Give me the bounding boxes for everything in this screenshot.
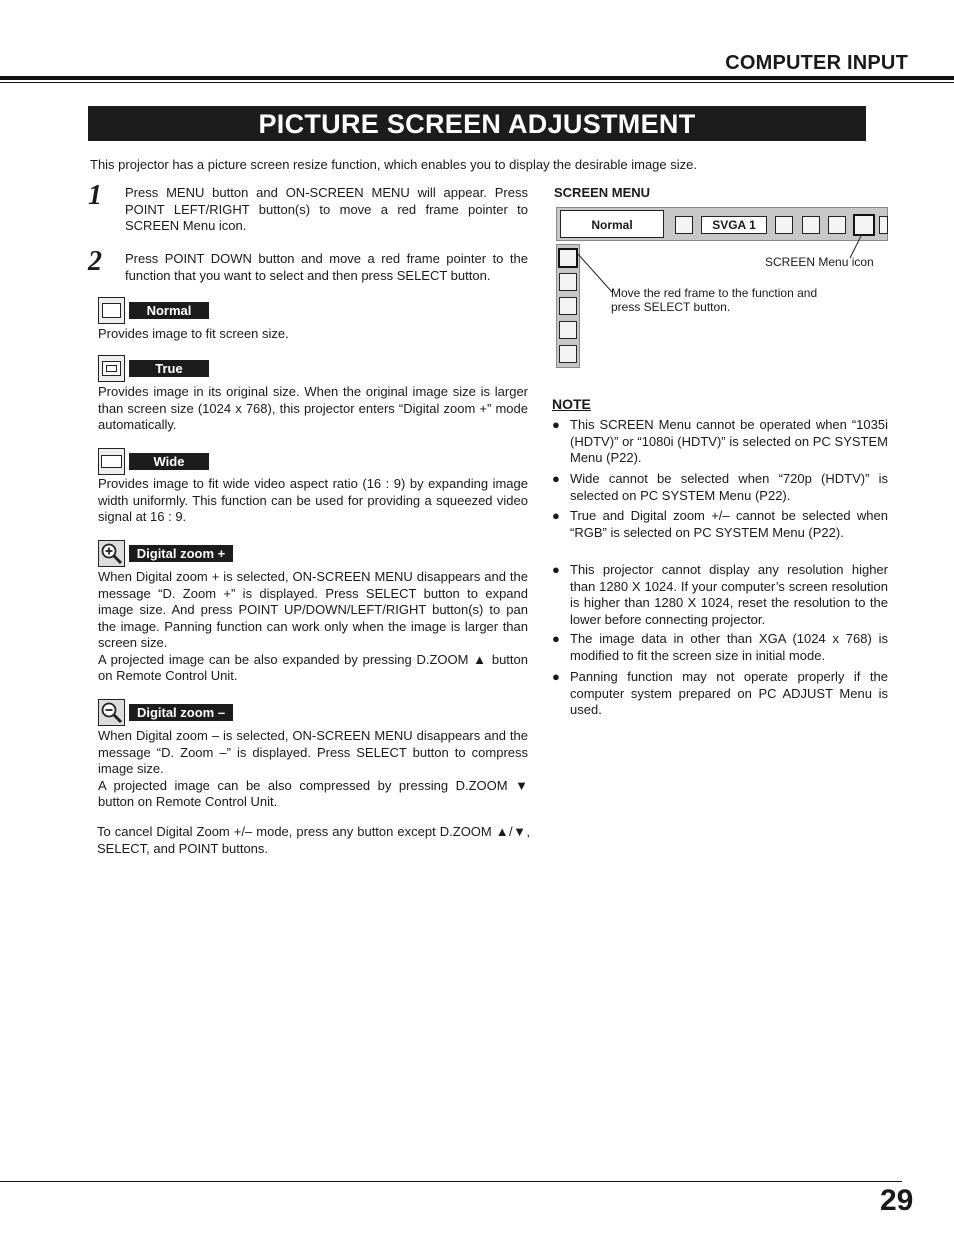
note-item [552, 562, 888, 628]
normal-screen-icon [98, 297, 125, 324]
step-text-1: Press MENU button and ON-SCREEN MENU will appear. Press POINT LEFT/RIGHT button(s) to move a red frame pointer to SCREEN Menu icon. [125, 185, 528, 233]
mode-desc-digital-zoom-plus [98, 569, 528, 685]
note-title: NOTE [552, 396, 591, 412]
note-item-text: This SCREEN Menu cannot be operated when “1035i (HDTV)” or “1080i (HDTV)” is selected on PC SYSTEM Menu (P22). [570, 417, 888, 465]
cancel-text: To cancel Digital Zoom +/– mode, press any button except D.ZOOM ▲/▼, SELECT, and POINT buttons. [97, 824, 530, 856]
note-item-text: This projector cannot display any resolution higher than 1280 X 1024. If your computer’s screen resolution is higher than 1280 X 1024, reset the resolution to the lower before connecting projector. [570, 562, 888, 627]
mode-label-normal: Normal [129, 302, 209, 319]
submenu-zoom-out-icon [559, 345, 577, 363]
bullet-icon: ● [552, 631, 560, 646]
mode-normal [98, 297, 209, 324]
red-frame-callout: Move the red frame to the function and press SELECT button. [611, 286, 818, 314]
step-number-2: 2 [88, 246, 102, 277]
mode-label-true: True [129, 360, 209, 377]
header-rule [0, 76, 954, 80]
screen-menu-title: SCREEN MENU [554, 185, 651, 200]
bullet-icon: ● [552, 562, 560, 577]
header-rule-thin [0, 82, 954, 83]
intro-text: This projector has a picture screen resize function, which enables you to display the desirable image size. [90, 157, 697, 172]
mode-label-wide: Wide [129, 453, 209, 470]
mode-desc-digital-zoom-minus-2: A projected image can be also compressed by pressing D.ZOOM ▼ button on Remote Control Unit. [98, 777, 528, 809]
bullet-icon: ● [552, 508, 560, 523]
note-item [552, 471, 888, 504]
mode-wide [98, 448, 209, 475]
zoom-out-icon [98, 699, 125, 726]
mode-desc-digital-zoom-minus-1: When Digital zoom – is selected, ON-SCREEN MENU disappears and the message “D. Zoom –” is displayed. Press SELECT button to compress image size. [98, 728, 528, 776]
mode-label-digital-zoom-plus: Digital zoom + [129, 545, 233, 562]
screen-mode-display: Normal [560, 210, 664, 238]
resolution-display: SVGA 1 [701, 216, 767, 234]
mode-digital-zoom-minus [98, 699, 233, 726]
mode-label-digital-zoom-minus: Digital zoom – [129, 704, 233, 721]
page-title: PICTURE SCREEN ADJUSTMENT [88, 106, 866, 141]
note-item [552, 508, 888, 541]
note-item-text: Wide cannot be selected when “720p (HDTV)” is selected on PC SYSTEM Menu (P22). [570, 471, 888, 503]
note-item-text: The image data in other than XGA (1024 x 768) is modified to fit the screen size in initial mode. [570, 631, 888, 663]
page-number: 29 [880, 1184, 914, 1217]
mode-desc-digital-zoom-minus [98, 728, 528, 811]
step-text-2: Press POINT DOWN button and move a red frame pointer to the function that you want to select and then press SELECT button. [125, 251, 528, 283]
mode-desc-digital-zoom-plus-1: When Digital zoom + is selected, ON-SCREEN MENU disappears and the message “D. Zoom +” is displayed. Press SELECT button to expand image size. And press POINT UP/DOWN/LEFT/RIGHT button(s) to pan the image. Panning function can work only when the image is larger than screen size. [98, 569, 528, 650]
mode-true [98, 355, 209, 382]
note-item-text: Panning function may not operate properly if the computer system prepared on PC ADJUST Menu is used. [570, 669, 888, 717]
wide-screen-icon [98, 448, 125, 475]
footer-rule [0, 1181, 902, 1182]
bullet-icon: ● [552, 471, 560, 486]
mode-desc-normal: Provides image to fit screen size. [98, 326, 289, 341]
mode-desc-wide: Provides image to fit wide video aspect ratio (16 : 9) by expanding image width uniformly. This function can be used for providing a squeezed video signal at 16 : 9. [98, 476, 528, 524]
mode-desc-true: Provides image in its original size. When the original image size is larger than screen size (1024 x 768), this projector enters “Digital zoom +” mode automatically. [98, 384, 528, 432]
bullet-icon: ● [552, 417, 560, 432]
screen-menu-icon-callout: SCREEN Menu icon [765, 255, 874, 269]
note-item [552, 417, 888, 467]
step-number-1: 1 [88, 180, 102, 211]
note-item-text: True and Digital zoom +/– cannot be selected when “RGB” is selected on PC SYSTEM Menu (P22). [570, 508, 888, 540]
note-item [552, 631, 888, 664]
bullet-icon: ● [552, 669, 560, 684]
note-item [552, 669, 888, 719]
section-title: COMPUTER INPUT [725, 52, 908, 74]
submenu-zoom-in-icon [559, 321, 577, 339]
zoom-in-icon [98, 540, 125, 567]
mode-digital-zoom-plus [98, 540, 233, 567]
mode-desc-digital-zoom-plus-2: A projected image can be also expanded by pressing D.ZOOM ▲ button on Remote Control Unit. [98, 651, 528, 683]
true-screen-icon [98, 355, 125, 382]
